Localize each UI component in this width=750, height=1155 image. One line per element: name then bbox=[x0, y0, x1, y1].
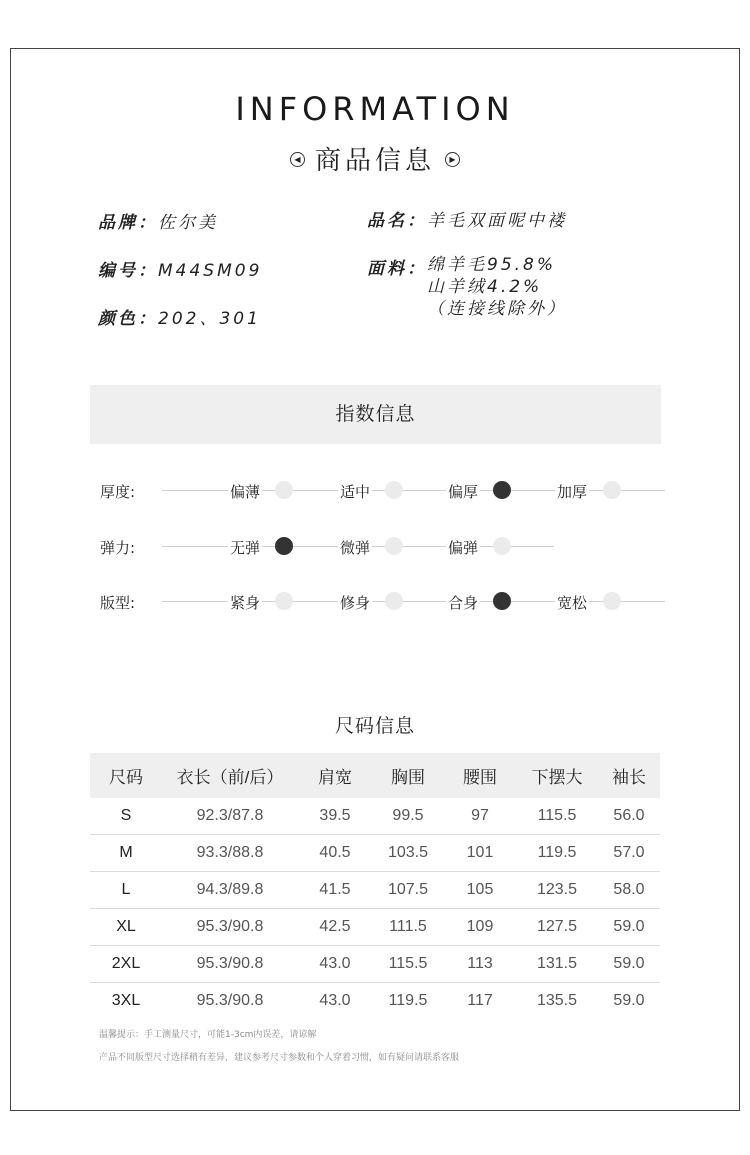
option-dot bbox=[385, 537, 403, 555]
title-chinese-text: 商品信息 bbox=[314, 146, 435, 176]
table-cell: 59.0 bbox=[598, 909, 660, 946]
table-cell: 119.5 bbox=[388, 992, 428, 1009]
info-color bbox=[98, 304, 261, 329]
row-label: 版型: bbox=[100, 594, 136, 612]
brand-label: 品牌： bbox=[98, 213, 158, 233]
table-cell: 94.3/89.8 bbox=[162, 872, 298, 909]
table-cell: 95.3/90.8 bbox=[162, 946, 298, 983]
option-dot bbox=[493, 537, 511, 555]
table-cell: 111.5 bbox=[372, 909, 444, 946]
brand-value: 佐尔美 bbox=[158, 213, 218, 233]
table-cell: 41.5 bbox=[298, 872, 372, 909]
option-dot bbox=[603, 592, 621, 610]
table-cell: 39.5 bbox=[298, 798, 372, 835]
table-cell: 119.5 bbox=[516, 835, 598, 872]
arrow-left-icon: ◀ bbox=[290, 152, 305, 167]
option-label: 宽松 bbox=[557, 594, 588, 612]
option-dot-selected bbox=[275, 537, 293, 555]
table-cell: 135.5 bbox=[536, 992, 578, 1009]
table-header: 衣长（前/后） bbox=[162, 753, 298, 798]
table-cell: 109 bbox=[444, 909, 516, 946]
table-cell: 101 bbox=[444, 835, 516, 872]
table-cell: 115.5 bbox=[516, 798, 598, 835]
table-row bbox=[90, 983, 660, 1020]
table-header: 胸围 bbox=[372, 753, 444, 798]
table-cell: 56.0 bbox=[598, 798, 660, 835]
fabric-line-1: 绵羊毛95.8% bbox=[427, 255, 557, 275]
table-header: 袖长 bbox=[598, 753, 660, 798]
index-section-title: 指数信息 bbox=[90, 385, 661, 444]
table-cell: 95.3/90.8 bbox=[162, 909, 298, 946]
index-row-thickness bbox=[100, 478, 665, 502]
size-table bbox=[90, 753, 660, 1019]
table-cell: M bbox=[90, 835, 162, 872]
fabric-label: 面料： bbox=[367, 259, 427, 279]
option-label: 修身 bbox=[340, 594, 371, 612]
option-dot bbox=[385, 481, 403, 499]
option-label: 合身 bbox=[448, 594, 479, 612]
option-label: 适中 bbox=[340, 483, 371, 501]
option-label: 偏厚 bbox=[448, 483, 479, 501]
option-dot bbox=[603, 481, 621, 499]
option-label: 偏弹 bbox=[448, 539, 479, 557]
size-section-title: 尺码信息 bbox=[334, 715, 415, 737]
row-label: 弹力: bbox=[100, 539, 136, 557]
table-cell: 40.5 bbox=[298, 835, 372, 872]
option-label: 加厚 bbox=[557, 483, 588, 501]
table-row bbox=[90, 872, 660, 909]
info-brand bbox=[98, 208, 218, 233]
info-code bbox=[98, 256, 262, 281]
color-value: 202、301 bbox=[158, 309, 261, 329]
table-cell: 43.0 bbox=[298, 946, 372, 983]
table-cell: XL bbox=[90, 909, 162, 946]
table-cell: 93.3/88.8 bbox=[162, 835, 298, 872]
table-cell: 127.5 bbox=[516, 909, 598, 946]
table-row bbox=[90, 909, 660, 946]
option-dot bbox=[275, 481, 293, 499]
table-cell: 95.3/90.8 bbox=[196, 992, 264, 1009]
table-header: 下摆大 bbox=[516, 753, 598, 798]
table-header: 尺码 bbox=[90, 753, 162, 798]
option-label: 偏薄 bbox=[230, 483, 261, 501]
option-dot bbox=[275, 592, 293, 610]
option-label: 紧身 bbox=[230, 594, 261, 612]
table-header-row bbox=[90, 753, 660, 798]
table-cell: 117 bbox=[467, 992, 493, 1009]
index-row-fit bbox=[100, 589, 665, 613]
fabric-value bbox=[427, 254, 567, 320]
table-cell: 97 bbox=[444, 798, 516, 835]
option-label: 无弹 bbox=[230, 539, 261, 557]
table-cell: 105 bbox=[444, 872, 516, 909]
color-label: 颜色： bbox=[98, 309, 158, 329]
code-value: M44SM09 bbox=[158, 261, 263, 281]
table-cell: 42.5 bbox=[298, 909, 372, 946]
table-cell: 131.5 bbox=[516, 946, 598, 983]
table-cell: 3XL bbox=[111, 992, 141, 1009]
table-cell: 113 bbox=[444, 946, 516, 983]
arrow-right-icon: ▶ bbox=[445, 152, 460, 167]
table-cell: 58.0 bbox=[598, 872, 660, 909]
table-cell: 57.0 bbox=[598, 835, 660, 872]
table-cell: 59.0 bbox=[598, 946, 660, 983]
title-english: INFORMATION bbox=[235, 90, 515, 128]
fabric-line-3: （连接线除外） bbox=[427, 299, 567, 319]
note-line-1: 温馨提示：手工测量尺寸，可能1-3cm内误差，请谅解 bbox=[99, 1030, 317, 1040]
table-header: 肩宽 bbox=[298, 753, 372, 798]
info-name bbox=[367, 206, 567, 231]
info-fabric bbox=[367, 254, 567, 320]
table-row bbox=[90, 946, 660, 983]
table-cell: 103.5 bbox=[372, 835, 444, 872]
table-row bbox=[90, 835, 660, 872]
table-cell: 115.5 bbox=[372, 946, 444, 983]
table-cell: 99.5 bbox=[372, 798, 444, 835]
option-dot-selected bbox=[493, 481, 511, 499]
title-chinese bbox=[0, 140, 750, 177]
table-cell: 2XL bbox=[90, 946, 162, 983]
code-label: 编号： bbox=[98, 261, 158, 281]
table-cell: 123.5 bbox=[516, 872, 598, 909]
row-label: 厚度: bbox=[100, 483, 136, 501]
table-cell: S bbox=[90, 798, 162, 835]
option-dot-selected bbox=[493, 592, 511, 610]
table-cell: 43.0 bbox=[319, 992, 351, 1009]
name-label: 品名： bbox=[367, 211, 427, 231]
table-header: 腰围 bbox=[444, 753, 516, 798]
table-row bbox=[90, 798, 660, 835]
index-row-elasticity bbox=[100, 534, 665, 558]
option-dot bbox=[385, 592, 403, 610]
table-cell: 107.5 bbox=[372, 872, 444, 909]
option-label: 微弹 bbox=[340, 539, 371, 557]
table-cell: 59.0 bbox=[613, 992, 645, 1009]
fabric-line-2: 山羊绒4.2% bbox=[427, 277, 543, 297]
name-value: 羊毛双面呢中褛 bbox=[427, 211, 567, 231]
table-cell: L bbox=[90, 872, 162, 909]
table-cell: 92.3/87.8 bbox=[162, 798, 298, 835]
note-line-2: 产品不同版型尺寸选择稍有差异，建议参考尺寸参数和个人穿着习惯，如有疑问请联系客服 bbox=[99, 1053, 460, 1063]
